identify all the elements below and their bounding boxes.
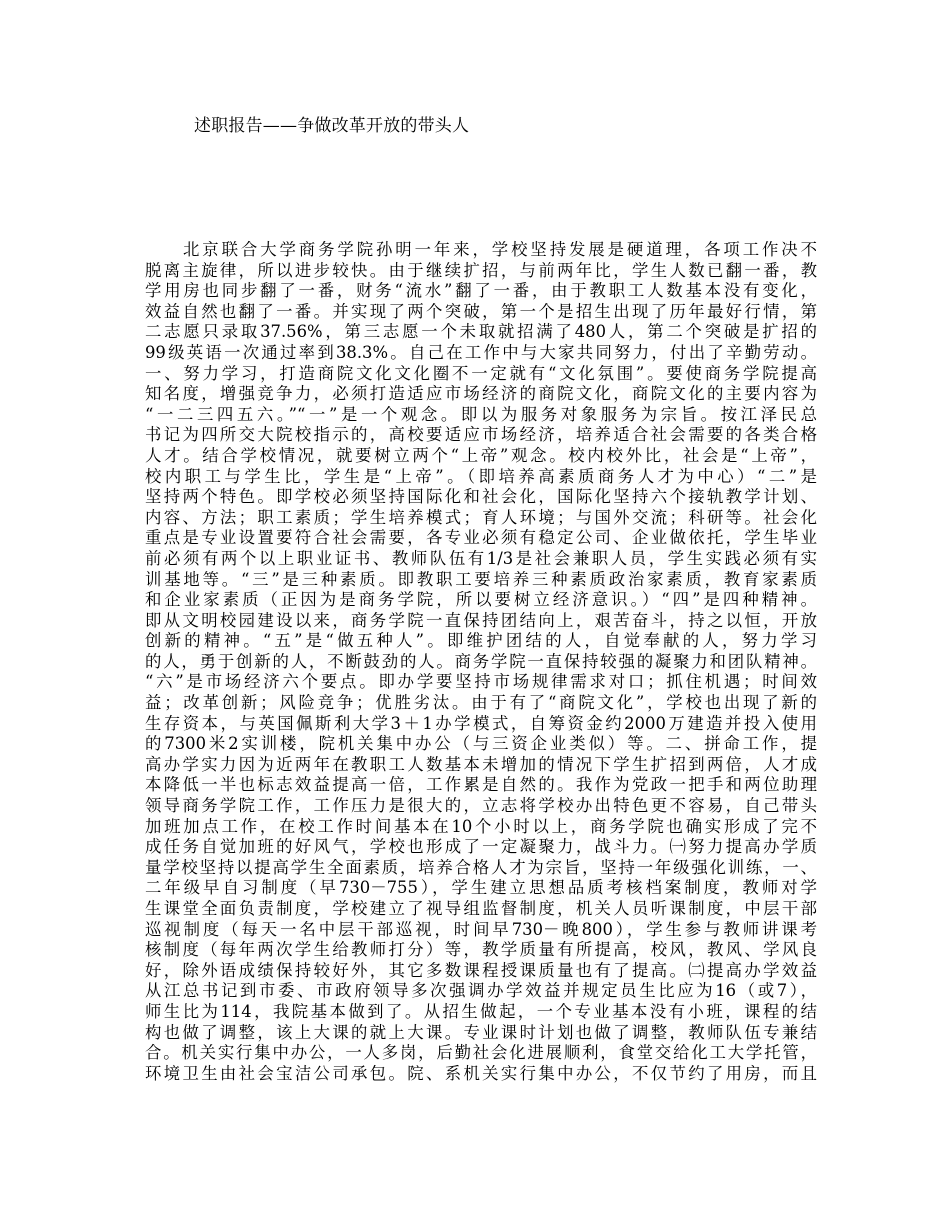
body-text-line: 从江总书记到市委、市政府领导多次强调办学效益并规定员生比应为16（或7）， — [145, 981, 817, 1001]
body-text-line: 创新的精神。“五”是“做五种人”。即维护团结的人，自觉奉献的人，努力学习 — [145, 631, 817, 651]
body-text-line: 二志愿只录取37.56%，第三志愿一个未取就招满了480人，第二个突破是扩招的 — [145, 322, 817, 342]
body-text-line: 前必须有两个以上职业证书、教师队伍有1/3是社会兼职人员，学生实践必须有实 — [145, 548, 817, 568]
document-body — [145, 240, 817, 1084]
body-text-line: 量学校坚持以提高学生全面素质，培养合格人才为宗旨，坚持一年级强化训练，一、 — [145, 857, 817, 877]
body-text-line: 训基地等。“三”是三种素质。即教职工要培养三种素质政治家素质，教育家素质 — [145, 569, 817, 589]
body-text-line: 师生比为114，我院基本做到了。从招生做起，一个专业基本没有小班，课程的结 — [145, 1001, 817, 1021]
body-text-line: 加班加点工作，在校工作时间基本在10个小时以上，商务学院也确实形成了完不 — [145, 816, 817, 836]
body-text-line: 巡视制度（每天一名中层干部巡视，时间早730－晚800），学生参与教师讲课考 — [145, 919, 817, 939]
body-text-line: 书记为四所交大院校指示的，高校要适应市场经济，培养适合社会需要的各类合格 — [145, 425, 817, 445]
body-text-line: 校内职工与学生比，学生是“上帝”。（即培养高素质商务人才为中心）“二”是 — [145, 466, 817, 486]
body-text-line: 成任务自觉加班的好风气，学校也形成了一定凝聚力，战斗力。㈠努力提高办学质 — [145, 837, 817, 857]
body-text-line: 核制度（每年两次学生给教师打分）等，教学质量有所提高，校风，教风、学风良 — [145, 940, 817, 960]
body-text-line: 即从文明校园建设以来，商务学院一直保持团结向上，艰苦奋斗，持之以恒，开放 — [145, 610, 817, 630]
body-text-line: 效益自然也翻了一番。并实现了两个突破，第一个是招生出现了历年最好行情，第 — [145, 301, 817, 321]
body-text-line: 一、努力学习，打造商院文化文化圈不一定就有“文化氛围”。要使商务学院提高 — [145, 363, 817, 383]
document-title: 述职报告——争做改革开放的带头人 — [194, 116, 470, 136]
body-text-line: 脱离主旋律，所以进步较快。由于继续扩招，与前两年比，学生人数已翻一番，教 — [145, 260, 817, 280]
body-text-line: 生存资本，与英国佩斯利大学3＋1办学模式，自筹资金约2000万建造并投入使用 — [145, 713, 817, 733]
body-text-line: 二年级早自习制度（早730－755），学生建立思想品质考核档案制度，教师对学 — [145, 878, 817, 898]
body-text-line: 领导商务学院工作，工作压力是很大的，立志将学校办出特色更不容易，自己带头 — [145, 796, 817, 816]
body-text-line: 好，除外语成绩保持较好外，其它多数课程授课质量也有了提高。㈡提高办学效益 — [145, 960, 817, 980]
body-text-line: “一二三四五六。”“一”是一个观念。即以为服务对象服务为宗旨。按江泽民总 — [145, 404, 817, 424]
body-text-line: 人才。结合学校情况，就要树立两个“上帝”观念。校内校外比，社会是“上帝”， — [145, 445, 817, 465]
body-text-line: 环境卫生由社会宝洁公司承包。院、系机关实行集中办公，不仅节约了用房，而且 — [145, 1063, 817, 1083]
body-text-line: 99级英语一次通过率到38.3%。自己在工作中与大家共同努力，付出了辛勤劳动。 — [145, 342, 817, 362]
body-text-line: 构也做了调整，该上大课的就上大课。专业课时计划也做了调整，教师队伍专兼结 — [145, 1022, 817, 1042]
body-text-line: 北京联合大学商务学院孙明一年来，学校坚持发展是硬道理，各项工作决不 — [183, 240, 817, 259]
body-text-line: 益；改革创新；风险竞争；优胜劣汰。由于有了“商院文化”，学校也出现了新的 — [145, 693, 817, 713]
body-text-line: 的人，勇于创新的人，不断鼓劲的人。商务学院一直保持较强的凝聚力和团队精神。 — [145, 651, 817, 671]
body-text-line: 坚持两个特色。即学校必须坚持国际化和社会化，国际化坚持六个接轨教学计划、 — [145, 487, 817, 507]
body-text-line: 和企业家素质（正因为是商务学院，所以要树立经济意识。）“四”是四种精神。 — [145, 590, 817, 610]
body-text-line: 知名度，增强竞争力，必须打造适应市场经济的商院文化，商院文化的主要内容为 — [145, 384, 817, 404]
body-text-line: 生课堂全面负责制度，学校建立了视导组监督制度，机关人员听课制度，中层干部 — [145, 899, 817, 918]
body-text-line: 学用房也同步翻了一番，财务“流水”翻了一番，由于教职工人数基本没有变化， — [145, 281, 817, 301]
body-text-line: 重点是专业设置要符合社会需要，各专业必须有稳定公司、企业做依托，学生毕业 — [145, 528, 817, 548]
body-text-line: 本降低一半也标志效益提高一倍，工作累是自然的。我作为党政一把手和两位助理 — [145, 775, 817, 795]
body-text-line: “六”是市场经济六个要点。即办学要坚持市场规律需求对口；抓住机遇；时间效 — [145, 672, 817, 692]
body-text-line: 的7300米2实训楼，院机关集中办公（与三资企业类似）等。二、拼命工作，提 — [145, 734, 817, 754]
body-text-line: 高办学实力因为近两年在教职工人数基本未增加的情况下学生扩招到两倍，人才成 — [145, 754, 817, 774]
body-text-line: 内容、方法；职工素质；学生培养模式；育人环境；与国外交流；科研等。社会化 — [145, 507, 817, 527]
body-text-line: 合。机关实行集中办公，一人多岗，后勤社会化进展顺利，食堂交给化工大学托管， — [145, 1043, 817, 1063]
